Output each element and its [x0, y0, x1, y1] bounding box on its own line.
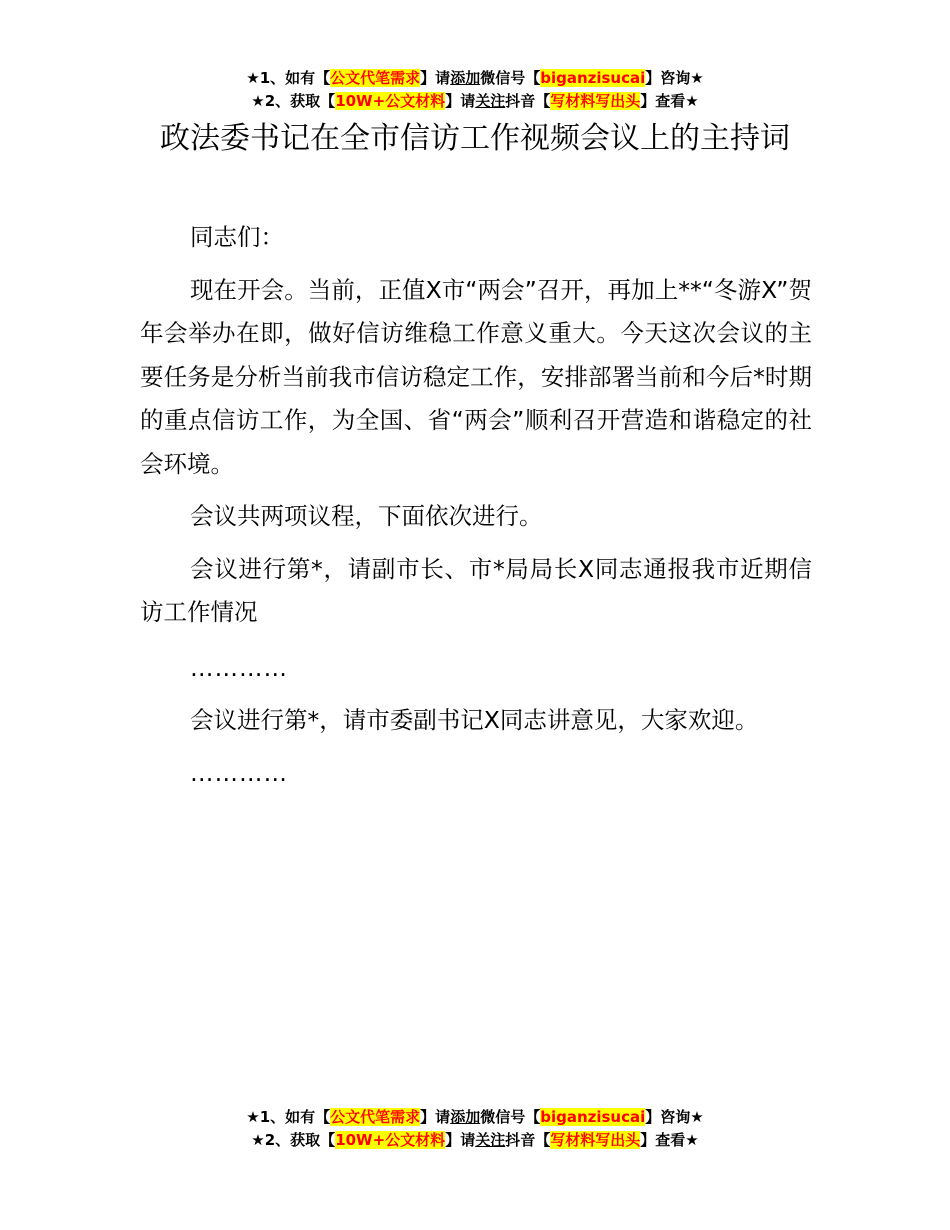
- promo-text: 】查看★: [640, 1131, 699, 1149]
- promo-line-1: [0, 67, 950, 90]
- promo-text: 抖音【: [505, 92, 551, 110]
- promo-text: ★2、获取【: [251, 92, 336, 110]
- promo-text: 抖音【: [505, 1131, 551, 1149]
- promo-highlight: 10W+公文材料: [335, 92, 446, 110]
- ellipsis-1: …………: [190, 653, 288, 682]
- footer-promo-banner: [0, 1106, 950, 1152]
- promo-highlight: 写材料写出头: [550, 1131, 641, 1149]
- promo-underline-text: 添加: [450, 1108, 481, 1126]
- promo-highlight: 写材料写出头: [550, 92, 641, 110]
- promo-line-1: [0, 1106, 950, 1129]
- promo-text: 】咨询★: [645, 69, 704, 87]
- header-promo-banner: [0, 67, 950, 113]
- promo-text: 】查看★: [640, 92, 699, 110]
- ellipsis-2: …………: [190, 758, 288, 787]
- paragraph-opening: 现在开会。当前，正值X市“两会”召开，再加上**“冬游X”贺年会举办在即，做好信访维稳工作意义重大。今天这次会议的主要任务是分析当前我市信访稳定工作，安排部署当前和今后*时期的重点信访工作，为全国、省“两会”顺利召开营造和谐稳定的社会环境。: [140, 275, 812, 478]
- promo-underline-text: 关注: [475, 1131, 506, 1149]
- promo-line-2: [0, 90, 950, 113]
- promo-text: ★1、如有【: [246, 1108, 331, 1126]
- promo-line-2: [0, 1129, 950, 1152]
- document-title: 政法委书记在全市信访工作视频会议上的主持词: [160, 121, 790, 156]
- paragraph-item-2: 会议进行第*，请市委副书记X同志讲意见，大家欢迎。: [190, 706, 759, 734]
- document-body: [140, 216, 812, 804]
- promo-text: 微信号【: [480, 69, 541, 87]
- paragraph-agenda: 会议共两项议程，下面依次进行。: [190, 502, 543, 530]
- promo-text: 】请: [445, 92, 476, 110]
- promo-highlight: biganzisucai: [540, 1108, 646, 1126]
- paragraph-item-1: 会议进行第*，请副市长、市*局局长X同志通报我市近期信访工作情况: [140, 554, 812, 626]
- promo-text: 】请: [420, 1108, 451, 1126]
- promo-text: 】请: [445, 1131, 476, 1149]
- promo-underline-text: 添加: [450, 69, 481, 87]
- promo-highlight: 公文代笔需求: [330, 69, 421, 87]
- promo-text: 】请: [420, 69, 451, 87]
- promo-underline-text: 关注: [475, 92, 506, 110]
- promo-text: 微信号【: [480, 1108, 541, 1126]
- promo-highlight: 公文代笔需求: [330, 1108, 421, 1126]
- promo-text: 】咨询★: [645, 1108, 704, 1126]
- promo-highlight: 10W+公文材料: [335, 1131, 446, 1149]
- promo-highlight: biganzisucai: [540, 69, 646, 87]
- salutation: 同志们：: [190, 223, 284, 251]
- promo-text: ★1、如有【: [246, 69, 331, 87]
- promo-text: ★2、获取【: [251, 1131, 336, 1149]
